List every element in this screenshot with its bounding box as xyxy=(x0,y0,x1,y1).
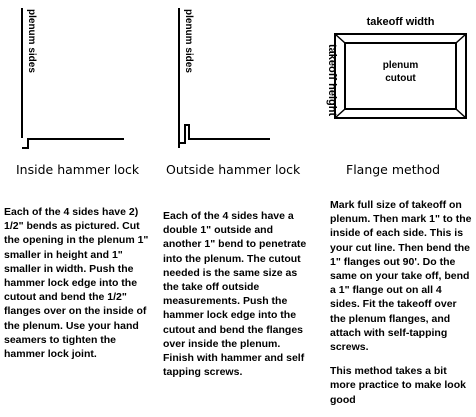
flange-method-description xyxy=(330,198,474,417)
inside-vertical-label: plenum sides xyxy=(26,9,37,73)
hammer-lock-bend xyxy=(22,139,124,148)
inside-hammer-lock-description xyxy=(4,205,154,371)
inside-description-text: Each of the 4 sides have 2) 1/2" bends as pictured. Cut the opening in the plenum 1" smaller in height and 1" smaller in width. Push the hammer lock edge into the cutout and bend the 1/2" flanges over on the inside of the plenum. Use your hand seamers to tighten the hammer lock joint. xyxy=(4,206,149,361)
frame-corner xyxy=(456,34,466,43)
outside-hammer-lock-description xyxy=(163,209,313,389)
flange-method-heading: Flange method xyxy=(346,162,441,177)
inside-hammer-lock-drawing xyxy=(22,8,124,148)
inside-hammer-lock-heading: Inside hammer lock xyxy=(16,162,140,177)
plenum-cutout-label-line2: cutout xyxy=(385,73,416,84)
takeoff-width-label: takeoff width xyxy=(366,16,435,28)
outside-description-text: Each of the 4 sides have a double 1" outside and another 1" bend to penetrate into the plenum. The cutout needed is the same size as the take off outside measurements. Push the hammer lock edge into the cutout and bend the flanges over inside the plenum. Finish with hammer and self tapping screws. xyxy=(163,210,307,379)
hammer-lock-bend xyxy=(179,125,270,143)
outside-hammer-lock-heading: Outside hammer lock xyxy=(166,162,301,177)
flange-description-p1: Mark full size of takeoff on plenum. Then mark 1" to the inside of each side. This is your cut line. Then bend the 1" flanges out 90'. Do the same on your take off, bend a 1" flange out on all 4 sides. Fit the takeoff over the plenum flanges, and attach with self-tapping screws. xyxy=(330,199,472,354)
frame-corner xyxy=(335,34,345,43)
frame-corner xyxy=(456,109,466,118)
flange-description-p2: This method takes a bit more practice to make look good xyxy=(330,365,466,406)
takeoff-height-label: takeoff height xyxy=(326,44,338,117)
plenum-cutout-label-line1: plenum xyxy=(382,60,419,71)
outside-vertical-label: plenum sides xyxy=(183,9,194,73)
